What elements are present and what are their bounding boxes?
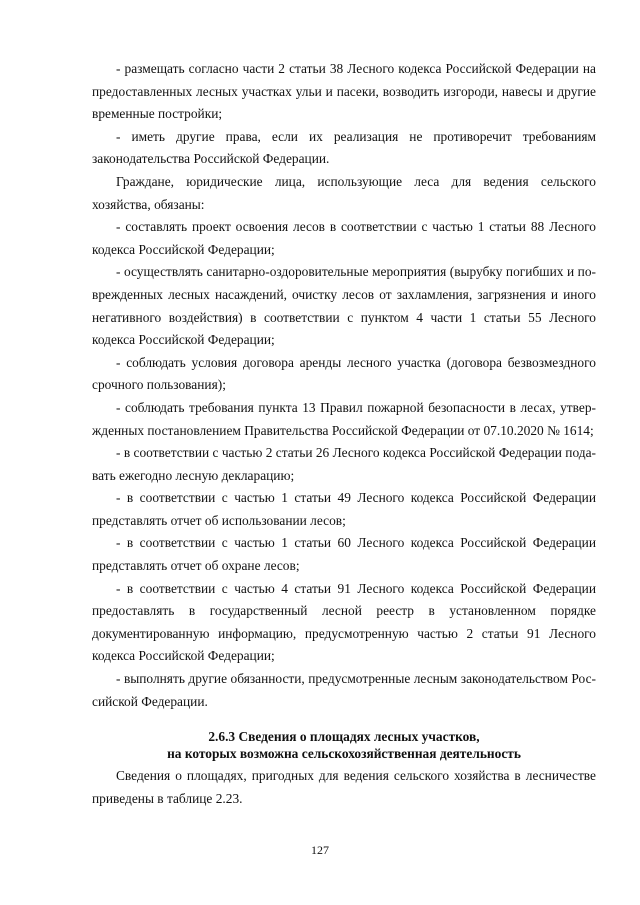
paragraph-forest-project: - составлять проект освоения лесов в соответствии с частью 1 статьи 88 Лесного кодекса Российской Федерации; [92,219,596,257]
paragraph-section-body: Сведения о площадях, пригодных для ведения сельского хозяйства в лесничестве приведены в таблице 2.23. [92,768,596,806]
page-number: 127 [311,843,329,857]
section-heading-line-1: 2.6.3 Сведения о площадях лесных участков, [208,729,480,745]
paragraph-forest-registry: - в соответствии с частью 4 статьи 91 Лесного кодекса Российской Федерации предоставлять в государственный лесной реестр в установленном порядке документированную информацию, предусмотренную частью 2 статьи 91 Лесного кодекса Российской Федерации; [92,580,596,664]
paragraph-protection-report: - в соответствии с частью 1 статьи 60 Лесного кодекса Российской Федерации представлять отчет об охране лесов; [92,535,596,574]
paragraph-lease-terms: - соблюдать условия договора аренды лесного участка (договора безвозмездного срочного пользования); [92,354,596,393]
paragraph-usage-report: - в соответствии с частью 1 статьи 49 Лесного кодекса Российской Федерации представлять отчет об использовании лесов; [92,490,596,528]
paragraph-other-obligations: - выполнять другие обязанности, предусмотренные лесным законодательством Российской Федерации. [92,671,596,709]
paragraph-sanitary-measures: - осуществлять санитарно-оздоровительные мероприятия (вырубку погибших и поврежденных лесных насаждений, очистку лесов от захламления, загрязнения и иного негативного воздействия) в соответствии с пунктом 4 части 1 статьи 55 Лесного кодекса Российской Федерации; [92,264,596,348]
document-page [92,58,596,810]
section-heading-line-2: на которых возможна сельскохозяйственная деятельность [167,745,521,761]
paragraph-obligations-intro: Граждане, юридические лица, использующие леса для ведения сельского хозяйства, обязаны: [92,173,596,212]
paragraph-placing-hives: - размещать согласно части 2 статьи 38 Лесного кодекса Российской Федерации на предоставленных лесных участках ульи и пасеки, возводить изгороди, навесы и другие временные постройки; [92,61,596,122]
paragraph-other-rights: - иметь другие права, если их реализация не противоречит требованиям законодательства Российской Федерации. [92,128,596,167]
section-heading [92,729,596,762]
paragraph-fire-safety: - соблюдать требования пункта 13 Правил пожарной безопасности в лесах, утвержденных постановлением Правительства Российской Федерации от 07.10.2020 № 1614; [92,399,596,438]
paragraph-forest-declaration: - в соответствии с частью 2 статьи 26 Лесного кодекса Российской Федерации подавать ежегодно лесную декларацию; [92,445,596,483]
